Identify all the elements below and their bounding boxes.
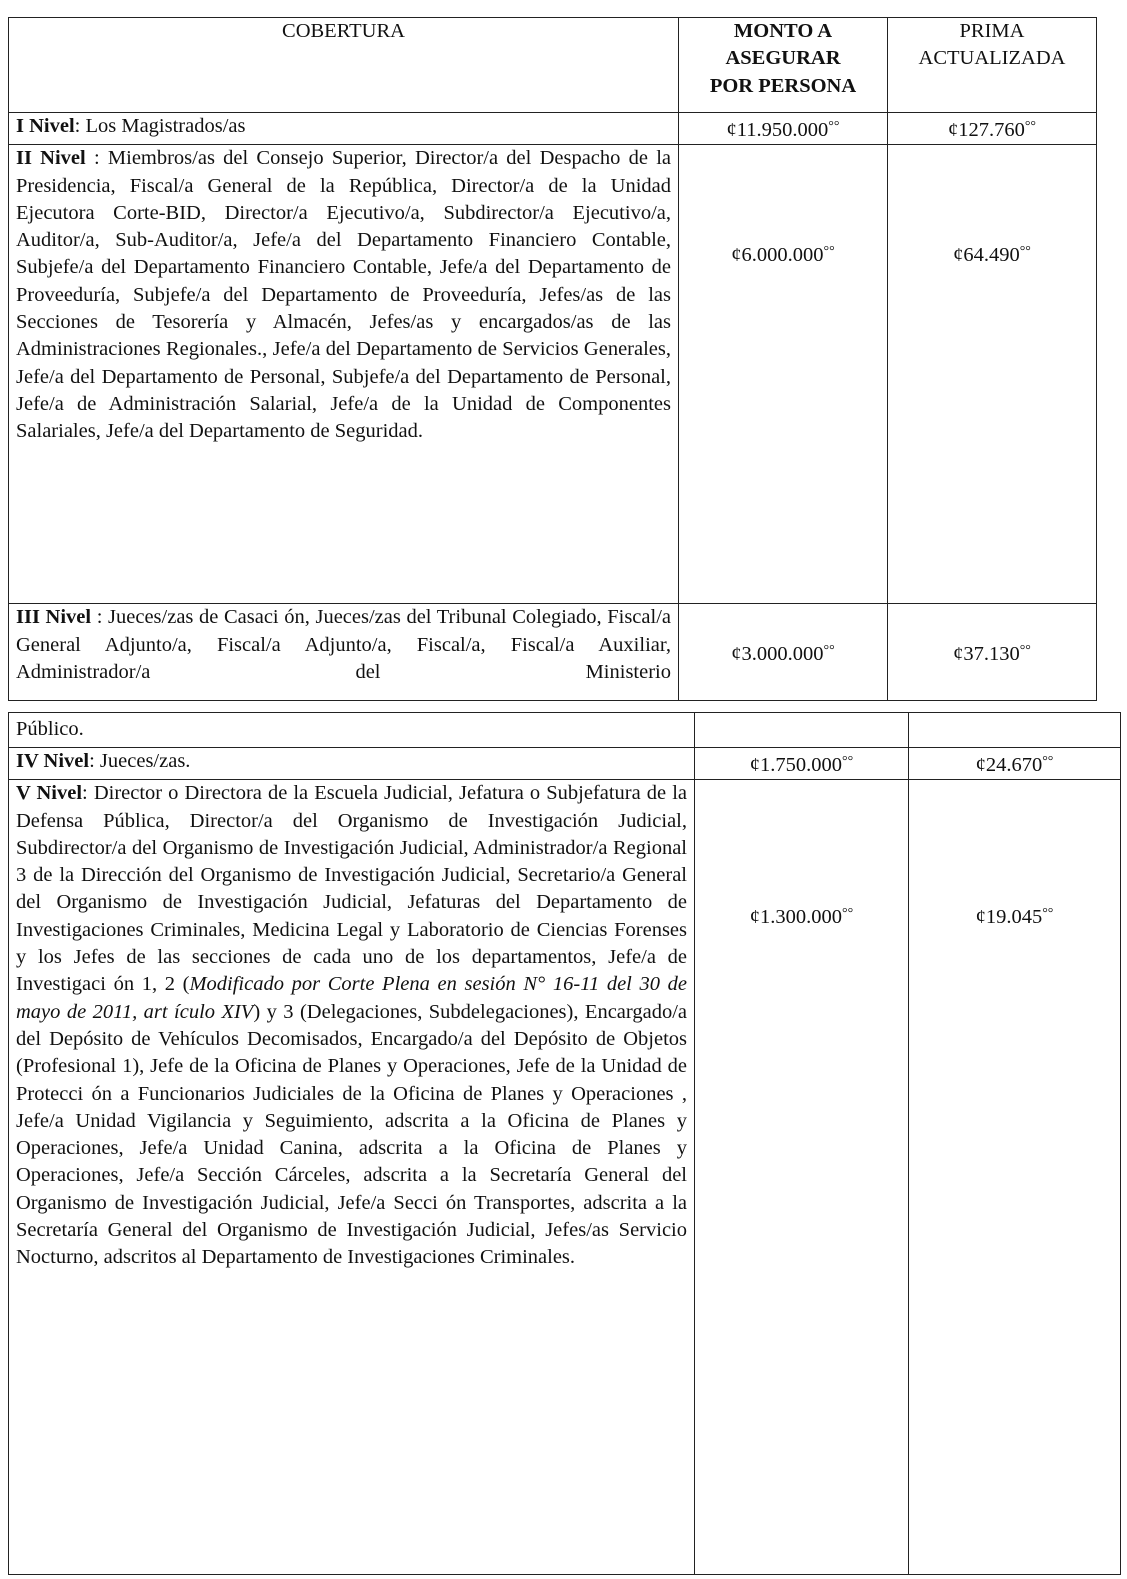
header-coverage	[9, 18, 679, 113]
premium-value: 64.490	[963, 244, 1020, 267]
coverage-cell	[9, 713, 695, 748]
coverage-cell	[9, 113, 679, 145]
table-row	[9, 780, 1121, 1575]
decimal-marker: °°	[823, 244, 835, 260]
amount-cell	[695, 748, 909, 780]
decimal-marker: °°	[823, 642, 835, 658]
level-label: III Nivel	[16, 606, 92, 629]
amount-value: 6.000.000	[741, 244, 824, 267]
decimal-marker: °°	[842, 754, 854, 769]
currency-symbol: ¢	[749, 906, 761, 929]
currency-symbol: ¢	[975, 754, 986, 776]
currency-symbol: ¢	[726, 119, 737, 141]
header-premium	[888, 18, 1097, 113]
amount-cell	[679, 604, 888, 701]
premium-value: 19.045	[985, 906, 1043, 929]
coverage-text-continuation: Público.	[16, 718, 84, 741]
table-row-continuation	[9, 713, 1121, 748]
decimal-marker: °°	[828, 119, 840, 134]
decimal-marker: °°	[1019, 244, 1031, 260]
coverage-text: Jueces/zas de Casaci ón, Jueces/zas del Tribunal Colegiado, Fiscal/a General Adjunto/a, Fiscal/a Adjunto/a, Fiscal/a, Fiscal/a Auxiliar, Administrador/a del Ministerio	[16, 606, 671, 683]
currency-symbol: ¢	[975, 906, 986, 929]
currency-symbol: ¢	[947, 119, 959, 141]
coverage-cell	[9, 145, 679, 604]
amount-value: 11.950.000	[736, 119, 829, 141]
currency-symbol: ¢	[731, 244, 742, 267]
coverage-text: Director o Directora de la Escuela Judicial, Jefatura o Subjefatura de la Defensa Pública, Director/a del Organismo de Investigación Judicial, Subdirector/a del Organismo de Investigación Judicial, Administrador/a Regional 3 de la Dirección del Organismo de Investigación Judicial, Secretario/a General del Organismo de Investigación Judicial, Jefaturas del Departamento de Investigaciones Criminales, Medicina Legal y Laboratorio de Ciencias Forenses y los Jefes de las secciones de cada uno de los departamentos, Jefe/a de Investigaci ón 1, 2 (	[16, 782, 687, 996]
premium-cell	[888, 604, 1097, 701]
level-label: IV Nivel	[16, 750, 90, 772]
currency-symbol: ¢	[953, 244, 964, 267]
currency-symbol: ¢	[731, 642, 742, 665]
coverage-text: Los Magistrados/as	[85, 115, 246, 137]
decimal-marker: °°	[1024, 119, 1037, 134]
amendment-note: Modificado por Corte Plena en sesión N° 16-11 del 30 de mayo de 2011, art ículo XIV	[16, 973, 688, 1023]
coverage-table-part-1	[8, 17, 1097, 701]
currency-symbol: ¢	[953, 642, 964, 665]
header-amount	[679, 18, 888, 113]
header-amount-line: MONTO A	[733, 20, 833, 42]
header-premium-line: PRIMA	[959, 20, 1025, 42]
coverage-text: ) y 3 (Delegaciones, Subdelegaciones), Encargado/a del Depósito de Vehículos Decomisados, Encargado/a del Depósito de Objetos (Profesional 1), Jefe de la Oficina de Planes y Operaciones, Jefe de la Unidad de Protecci ón a Funcionarios Judiciales de la Oficina de Planes y Operaciones , Jefe/a Unidad Vigilancia y Seguimiento, adscrita a la Oficina de Planes y Operaciones, Jefe/a Unidad Canina, adscrita a la Oficina de Planes y Operaciones, Jefe/a Sección Cárceles, adscrita a la Secretaría General del Organismo de Investigación Judicial, Jefe/a Secci ón Transportes, adscrita a la Secretaría General del Organismo de Investigación Judicial, Jefes/as Servicio Nocturno, adscritos al Departamento de Investigaciones Criminales.	[16, 1000, 687, 1269]
table-header-row	[9, 18, 1097, 113]
coverage-text: Jueces/zas.	[99, 750, 191, 772]
table-row	[9, 604, 1097, 701]
premium-cell	[888, 113, 1097, 145]
coverage-cell	[9, 780, 695, 1575]
decimal-marker: °°	[1019, 642, 1031, 658]
header-amount-line: POR PERSONA	[709, 74, 857, 97]
amount-cell-empty	[695, 713, 909, 748]
amount-cell	[679, 145, 888, 604]
coverage-cell	[9, 604, 679, 701]
header-premium-line: ACTUALIZADA	[918, 47, 1066, 70]
level-separator: :	[89, 750, 100, 772]
premium-cell	[888, 145, 1097, 604]
table-row	[9, 113, 1097, 145]
currency-symbol: ¢	[749, 754, 761, 776]
decimal-marker: °°	[842, 906, 854, 922]
coverage-table-part-2	[8, 712, 1121, 1575]
amount-cell	[679, 113, 888, 145]
premium-cell	[909, 780, 1121, 1575]
header-coverage-label: COBERTURA	[282, 20, 405, 42]
table-row	[9, 145, 1097, 604]
amount-cell	[695, 780, 909, 1575]
premium-value: 127.760	[958, 119, 1025, 141]
table-row	[9, 748, 1121, 780]
coverage-text: Miembros/as del Consejo Superior, Director/a del Despacho de la Presidencia, Fiscal/a General de la República, Director/a de la Unidad Ejecutora Corte-BID, Director/a Ejecutivo/a, Subdirector/a Ejecutivo/a, Auditor/a, Sub-Auditor/a, Jefe/a del Departamento Financiero Contable, Subjefe/a del Departamento Financiero Contable, Jefe/a del Departamento de Proveeduría, Subjefe/a del Departamento de Proveeduría, Jefes/as de las Secciones de Tesorería y Almacén, Jefes/as y encargados/as de las Administraciones Regionales., Jefe/a del Departamento de Servicios Generales, Jefe/a del Departamento de Personal, Subjefe/a del Departamento de Personal, Jefe/a de Administración Salarial, Jefe/a de la Unidad de Componentes Salariales, Jefe/a del Departamento de Seguridad.	[16, 147, 672, 443]
level-separator: :	[74, 115, 86, 137]
amount-value: 1.300.000	[760, 906, 843, 929]
level-label: II Nivel	[16, 147, 86, 170]
decimal-marker: °°	[1042, 906, 1054, 922]
level-separator: :	[85, 147, 108, 170]
premium-cell	[909, 748, 1121, 780]
coverage-cell	[9, 748, 695, 780]
premium-value: 37.130	[963, 642, 1020, 665]
premium-value: 24.670	[985, 754, 1043, 776]
premium-cell-empty	[909, 713, 1121, 748]
amount-value: 1.750.000	[760, 754, 843, 776]
header-amount-line: ASEGURAR	[725, 47, 841, 70]
level-separator: :	[91, 606, 109, 629]
level-label: I Nivel	[16, 115, 75, 137]
amount-value: 3.000.000	[741, 642, 824, 665]
decimal-marker: °°	[1042, 754, 1054, 769]
level-label: V Nivel	[16, 782, 83, 805]
level-separator: :	[82, 782, 94, 805]
